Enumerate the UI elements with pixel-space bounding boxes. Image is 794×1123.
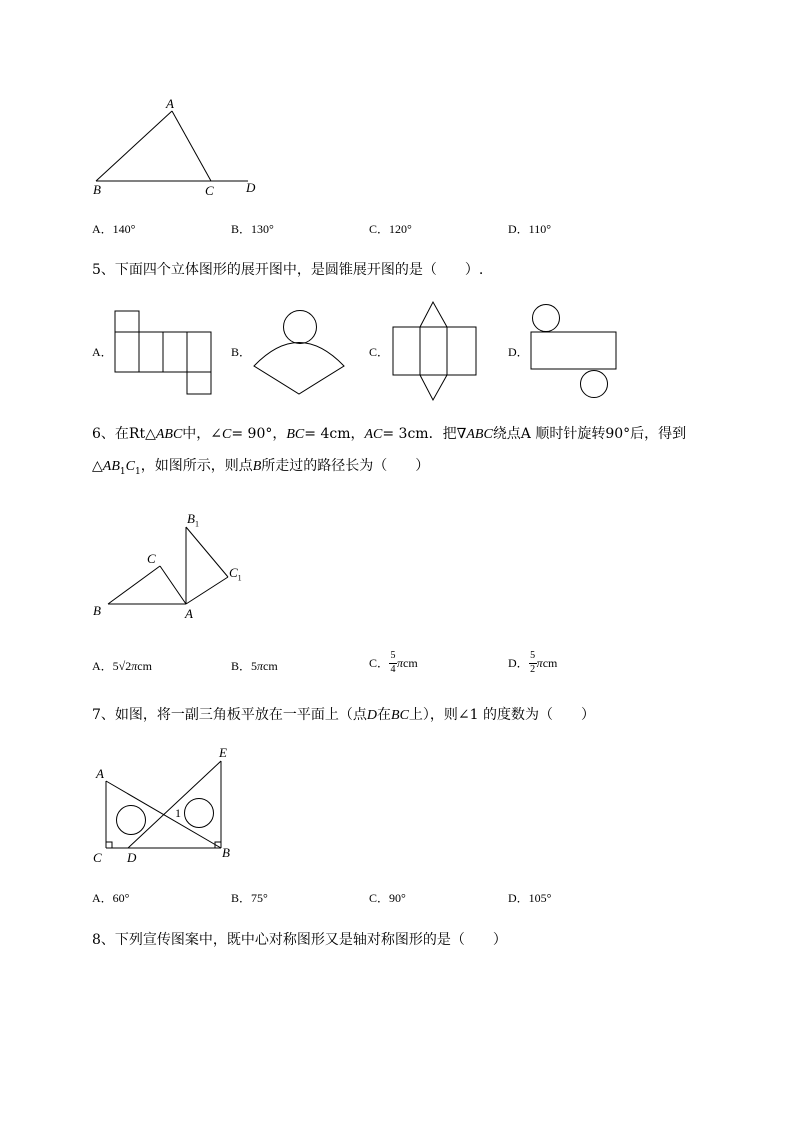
q6-option-a[interactable]: A．5√2πcm	[92, 659, 152, 673]
q5-cylinder-bottom-circle	[580, 370, 608, 398]
q7-label-B: B	[222, 845, 230, 860]
q6-option-d[interactable]: D． $\frac{5}{2}$ π cm	[508, 650, 558, 675]
q6-label-C: C	[147, 551, 156, 566]
q6-label-B1: $B_1$	[187, 511, 199, 529]
q6-stem-line2: $\triangle AB_1C_1$，如图所示，则点B所走过的路径长为（ ）	[92, 458, 430, 477]
q4-label-B: B	[93, 182, 101, 197]
q6-label-C1: $C_1$	[229, 565, 242, 583]
q7-option-b[interactable]: B．75°	[231, 891, 268, 905]
q5-stem: 5、下面四个立体图形的展开图中，是圆锥展开图的是（ ）.	[92, 262, 484, 278]
q7-right-circle-hole	[184, 798, 214, 828]
q7-label-A: A	[96, 766, 104, 781]
q6-option-c-fraction: $\frac{5}{4}$	[390, 650, 396, 675]
q6-label-B: B	[93, 603, 101, 618]
q4-option-c[interactable]: C．120°	[369, 222, 412, 236]
q4-label-A: A	[166, 96, 174, 111]
q5-label-a[interactable]: A．	[92, 345, 113, 359]
q6-option-c[interactable]: C． $\frac{5}{4}$ π cm	[369, 650, 418, 675]
q6-label-A: A	[185, 606, 193, 621]
q7-option-d[interactable]: D．105°	[508, 891, 552, 905]
q7-left-circle-hole	[116, 805, 146, 835]
q4-option-b[interactable]: B．130°	[231, 222, 274, 236]
q7-stem: 7、如图，将一副三角板平放在一平面上（点D在BC上），则∠1 的度数为（ ）	[92, 707, 596, 723]
q5-label-c[interactable]: C．	[369, 345, 390, 359]
q5-label-b[interactable]: B．	[231, 345, 252, 359]
q4-option-a[interactable]: A．140°	[92, 222, 136, 236]
q7-angle-1-label: 1	[175, 806, 181, 820]
q8-stem: 8、下列宣传图案中，既中心对称图形又是轴对称图形的是（ ）	[92, 932, 507, 948]
q7-option-c[interactable]: C．90°	[369, 891, 406, 905]
q6-option-b[interactable]: B．5πcm	[231, 659, 278, 673]
q6-option-d-fraction: $\frac{5}{2}$	[530, 650, 536, 675]
q7-set-squares-figure	[0, 0, 300, 880]
q4-label-C: C	[205, 183, 214, 198]
q4-option-d[interactable]: D．110°	[508, 222, 552, 236]
q7-label-C: C	[93, 850, 102, 865]
q7-label-D: D	[127, 850, 137, 865]
q5-label-d[interactable]: D．	[508, 345, 529, 359]
q6-stem-line1: 6、在Rt△ABC中，∠C= 90°，BC= 4cm，AC= 3cm．把∇ABC绕点A 顺时针旋转90°后，得到	[92, 426, 687, 442]
q7-label-E: E	[219, 745, 227, 760]
q4-label-D: D	[246, 180, 256, 195]
q7-option-a[interactable]: A．60°	[92, 891, 130, 905]
